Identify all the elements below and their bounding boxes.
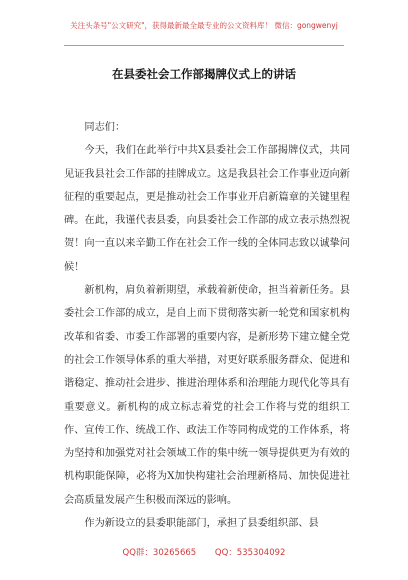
greeting: 同志们： bbox=[84, 122, 126, 133]
header-divider bbox=[64, 45, 344, 46]
paragraph-3: 作为新设立的县委职能部门，承担了县委组织部、县 bbox=[84, 518, 319, 530]
document-title: 在县委社会工作部揭牌仪式上的讲话 bbox=[112, 67, 296, 81]
footer-qq: QQ：535304092 bbox=[214, 548, 286, 558]
footer-qq-group: QQ群：30265665 bbox=[122, 548, 197, 558]
footer-contact bbox=[0, 546, 408, 558]
document-body bbox=[64, 116, 350, 535]
paragraph-2: 新机构，肩负着新期望，承载着新使命，担当着新任务。县委社会工作部的成立，是自上而下贯彻落实新一轮党和国家机构改革和省委、市委工作部署的重要内容，是新形势下建立健全党的社会工作领导体系的重大举措，对更好联系服务群众、促进和谐稳定、推动社会进步、推进治理体系和治理能力现代化等具有重要意义。新机构的成立标志着党的社会工作将与党的组织工作、宣传工作、统战工作、政法工作等同构成党的工作体系，将为坚持和加强党对社会领域工作的集中统一领导提供更为有效的机构职能保障，必将为X加快构建社会治理新格局、加快促进社会高质量发展产生积极而深远的影响。 bbox=[64, 285, 350, 506]
paragraph-1: 今天，我们在此举行中共X县委社会工作部揭牌仪式，共同见证我县社会工作部的挂牌成立。这是我县社会工作事业迈向新征程的重要起点，更是推动社会工作事业开启新篇章的关键里程碑。在此，我谨代表县委，向县委社会工作部的成立表示热烈祝贺！向一直以来辛勤工作在社会工作一线的全体同志致以诚挚问候！ bbox=[64, 145, 350, 273]
header-note: 关注头条号"公文研究"，获得最新最全最专业的公文资料库！ 微信：gongwenyj bbox=[70, 21, 338, 30]
